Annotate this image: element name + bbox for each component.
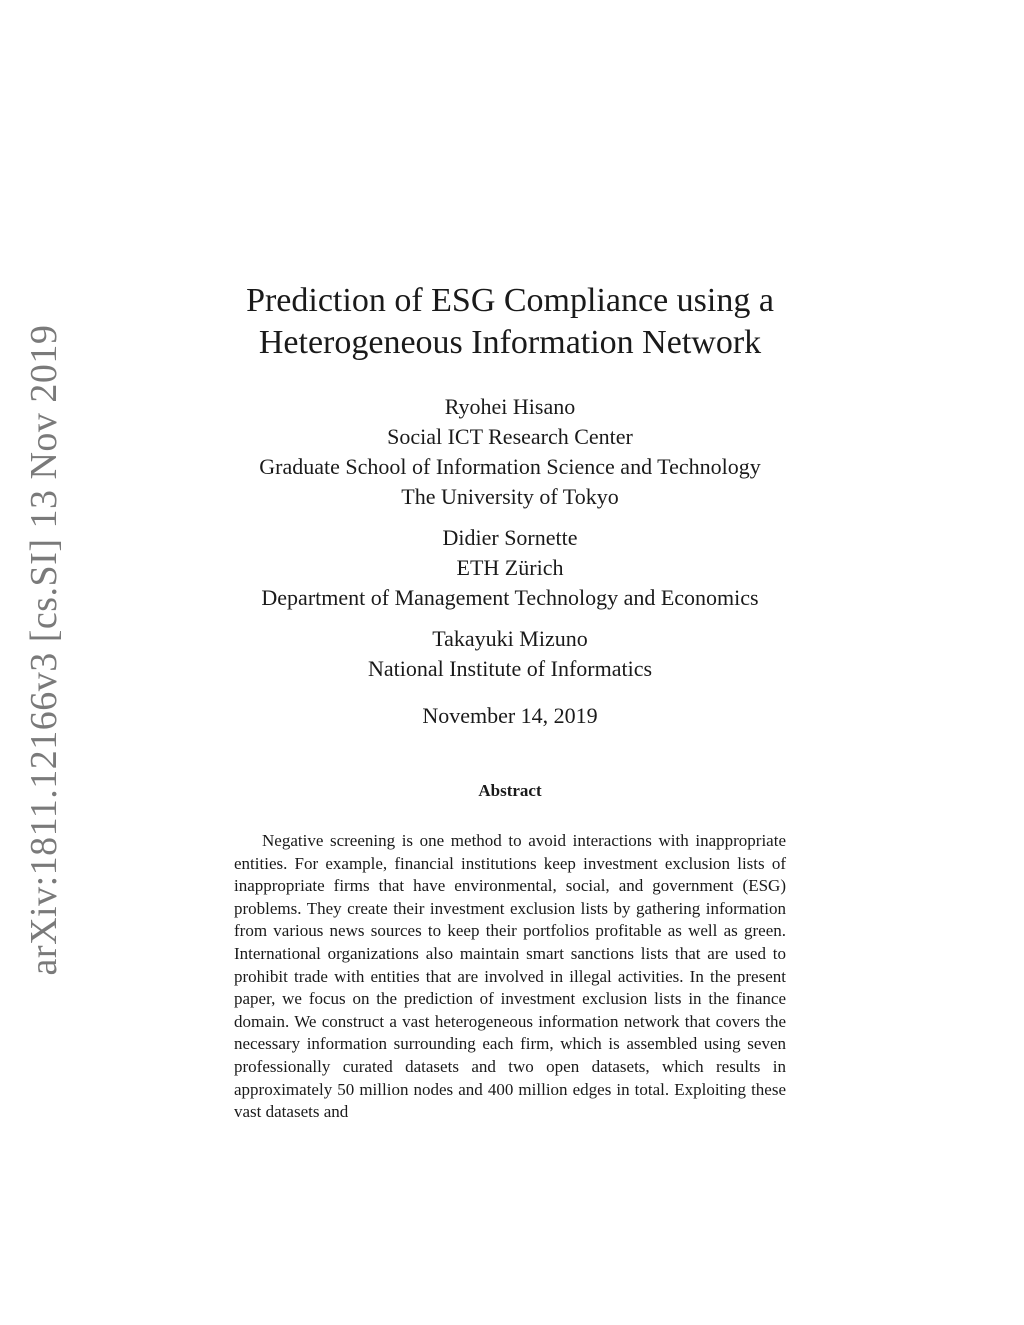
author-affiliation: The University of Tokyo [401, 484, 619, 509]
author-name: Takayuki Mizuno [432, 626, 588, 651]
author-block-hisano [160, 392, 860, 512]
author-affiliation: Department of Management Technology and Economics [261, 585, 759, 610]
abstract-heading: Abstract [478, 781, 542, 800]
author-name: Didier Sornette [442, 525, 578, 550]
paper-title [160, 280, 860, 364]
author-affiliation: National Institute of Informatics [367, 656, 653, 681]
author-affiliation: ETH Zürich [456, 555, 564, 580]
author-affiliation: Social ICT Research Center [387, 424, 633, 449]
paper-title-line-2: Heterogeneous Information Network [258, 324, 762, 361]
title-block [160, 280, 860, 364]
author-block-mizuno [160, 624, 860, 684]
author-list [160, 392, 860, 695]
author-affiliation: Graduate School of Information Science and Technology [259, 454, 761, 479]
author-block-sornette [160, 523, 860, 613]
abstract-body: Negative screening is one method to avoid interactions with inappropriate entities. For example, financial institutions keep investment exclusion lists of inappropriate firms that have environmental, social, and government (ESG) problems. They create their investment exclusion lists by gathering information from various news sources to keep their portfolios profitable as well as green. International organizations also maintain smart sanctions lists that are used to prohibit trade with entities that are involved in illegal activities. In the present paper, we focus on the prediction of investment exclusion lists in the finance domain. We construct a vast heterogeneous information network that covers the necessary information surrounding each firm, which is assembled using seven professionally curated datasets and two open datasets, which results in approximately 50 million nodes and 400 million edges in total. Exploiting these vast datasets and [234, 831, 786, 1122]
arxiv-identifier-stamp: arXiv:1811.12166v3 [cs.SI] 13 Nov 2019 [23, 324, 65, 976]
paper-title-line-1: Prediction of ESG Compliance using a [246, 282, 774, 319]
publication-date: November 14, 2019 [422, 703, 598, 728]
author-name: Ryohei Hisano [444, 394, 576, 419]
